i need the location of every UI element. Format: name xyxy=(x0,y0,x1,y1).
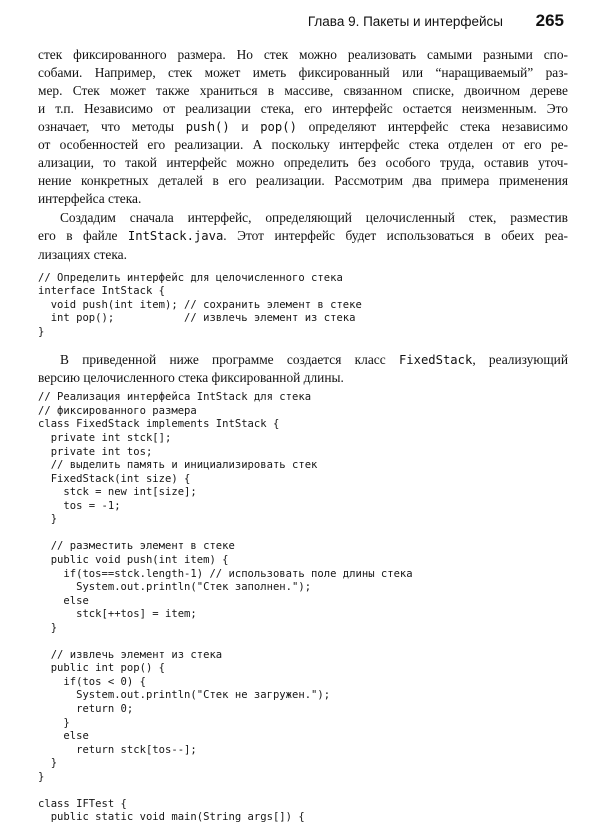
text-line: от особенностей его реализации. А поскольку интерфейс стека отделен от его ре- xyxy=(38,137,568,153)
text-fragment: и xyxy=(229,119,261,135)
paragraph-intro xyxy=(38,46,568,208)
inline-code-filename: IntStack.java xyxy=(127,229,224,244)
chapter-title: Глава 9. Пакеты и интерфейсы xyxy=(307,14,503,29)
text-fragment: , реализующий xyxy=(472,352,568,368)
text-line: собами. Например, стек может иметь фиксированный или “наращиваемый” раз- xyxy=(38,65,568,81)
page-header xyxy=(0,12,600,34)
inline-code-classname: FixedStack xyxy=(398,353,473,368)
text-line: интерфейса стека. xyxy=(38,191,142,207)
paragraph-fixedstack xyxy=(38,351,568,387)
code-listing-intstack: // Определить интерфейс для целочисленного стека interface IntStack { void push(int item); // сохранить элемент в стеке int pop(); // извлечь элемент из стека } xyxy=(38,271,362,338)
page-number: 265 xyxy=(535,11,564,30)
text-fragment: определяют интерфейс стека независимо xyxy=(296,119,568,135)
text-line: ализации, то такой интерфейс можно определить без особого труда, оставив уточ- xyxy=(38,155,568,171)
text-line: нение конкретных деталей в его реализации. Рассмотрим два примера применения xyxy=(38,173,568,189)
text-fragment: В приведенной ниже программе создается класс xyxy=(60,352,399,368)
text-line xyxy=(38,351,568,369)
page-body xyxy=(38,46,568,825)
text-fragment: его в файле xyxy=(38,228,128,244)
text-line xyxy=(38,227,568,245)
paragraph-create-interface xyxy=(38,209,568,263)
code-listing-fixedstack: // Реализация интерфейса IntStack для стека // фиксированного размера class FixedStack implements IntStack { private int stck[]; private int tos; // выделить память и инициализировать стек FixedStack(int size) { stck = new int[size]; tos = -1; } // разместить элемент в стеке public void push(int item) { if(tos==stck.length-1) // использовать поле длины стека System.out.println("Стек заполнен."); else stck[++tos] = item; } // извлечь элемент из стека public int pop() { if(tos < 0) { System.out.println("Стек не загружен."); return 0; } else return stck[tos--]; } } class IFTest { public static void main(String args[]) { xyxy=(38,391,413,824)
inline-code-push: push() xyxy=(185,120,230,135)
text-fragment: . Этот интерфейс будет использоваться в обеих реа- xyxy=(223,228,568,244)
text-line: версию целочисленного стека фиксированной длины. xyxy=(38,370,344,386)
text-line: стек фиксированного размера. Но стек можно реализовать самыми разными спо- xyxy=(38,47,568,62)
text-line: лизациях стека. xyxy=(38,246,127,262)
text-line: мер. Стек может также храниться в массиве, связанном списке, двоичном дереве xyxy=(38,83,568,99)
text-line: Создадим сначала интерфейс, определяющий целочисленный стек, разместив xyxy=(60,210,568,226)
text-line: и т.п. Независимо от реализации стека, его интерфейс остается неизменным. Это xyxy=(38,101,568,117)
inline-code-pop: pop() xyxy=(260,120,297,135)
text-fragment: означает, что методы xyxy=(38,119,186,135)
text-line xyxy=(38,118,568,136)
